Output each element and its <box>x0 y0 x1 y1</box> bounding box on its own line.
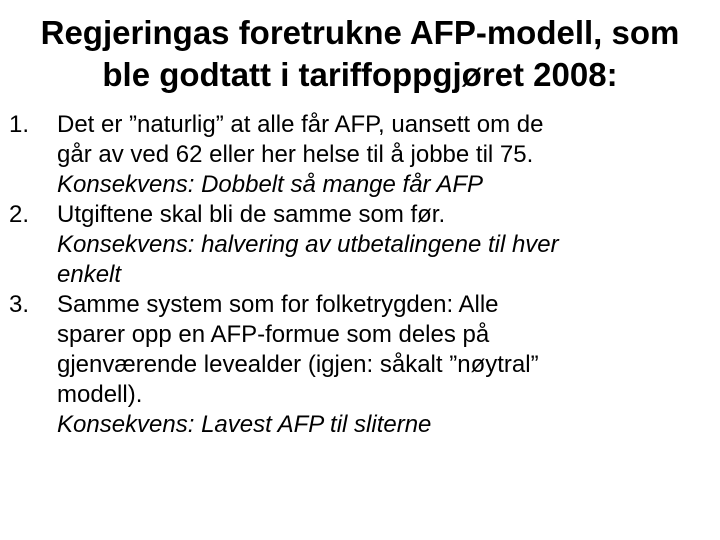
consequence-line: Konsekvens: halvering av utbetalingene til hver <box>57 231 559 258</box>
list-item-3 <box>0 290 710 440</box>
list-item-1 <box>0 110 710 200</box>
item-text-line: modell). <box>57 381 143 408</box>
item-text-line: Utgiftene skal bli de samme som før. <box>57 201 446 228</box>
consequence-line: Konsekvens: Dobbelt så mange får AFP <box>57 171 483 198</box>
item-number: 3. <box>9 291 30 318</box>
item-text-line: Samme system som for folketrygden: Alle <box>57 291 499 318</box>
slide-title <box>20 12 700 96</box>
item-text-line: sparer opp en AFP-formue som deles på <box>57 321 490 348</box>
list-item-2 <box>0 200 710 290</box>
item-number: 2. <box>9 201 30 228</box>
title-line-2: ble godtatt i tariffoppgjøret 2008: <box>102 56 618 93</box>
item-text-line: går av ved 62 eller her helse til å jobbe til 75. <box>57 141 534 168</box>
consequence-line: enkelt <box>57 261 122 288</box>
item-number: 1. <box>9 111 30 138</box>
item-text-line: Det er ”naturlig” at alle får AFP, uansett om de <box>57 111 544 138</box>
numbered-list <box>0 110 710 440</box>
title-line-1: Regjeringas foretrukne AFP-modell, som <box>40 14 680 51</box>
item-text-line: gjenværende levealder (igjen: såkalt ”nøytral” <box>57 351 539 378</box>
consequence-line: Konsekvens: Lavest AFP til sliterne <box>57 411 432 438</box>
